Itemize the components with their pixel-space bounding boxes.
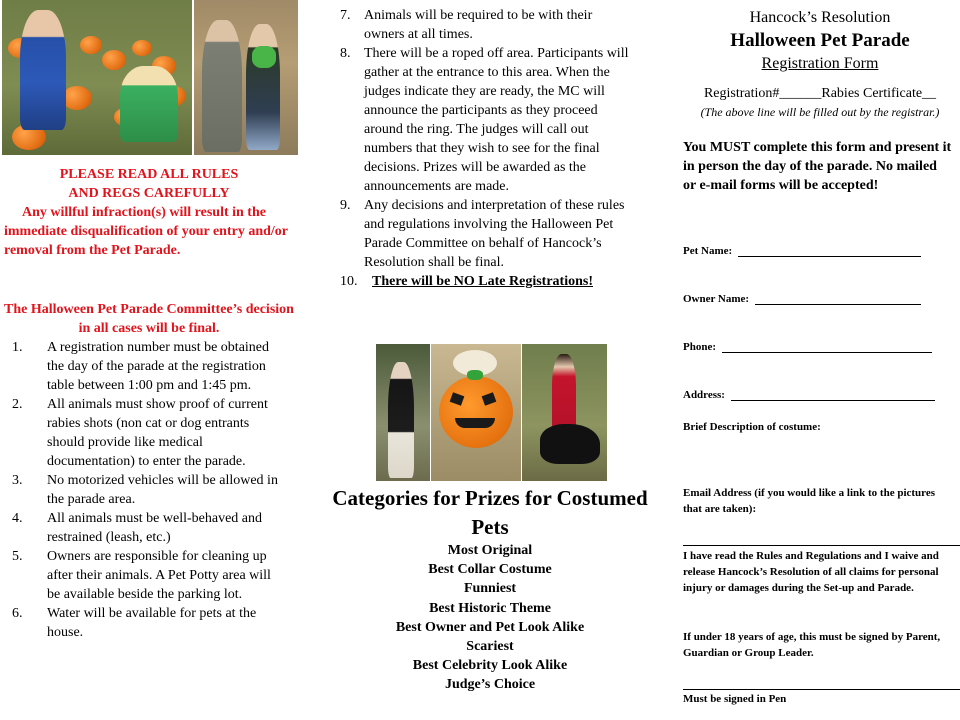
in-person-notice: You MUST complete this form and present it in person the day of the parade. No mailed or e-mail forms will be accepted! [683, 140, 952, 193]
owner-name-blank[interactable] [755, 294, 921, 305]
rules-list-1-6 [12, 338, 284, 642]
signature-line[interactable] [683, 689, 960, 690]
category-item: Best Celebrity Look Alike [412, 658, 568, 674]
email-blank-line[interactable] [683, 545, 960, 546]
categories-title: Categories for Prizes for Costumed Pets [332, 486, 648, 539]
form-subtitle: Registration Form [761, 55, 879, 72]
photo-children-costumes [194, 0, 298, 155]
owner-name-field[interactable] [683, 293, 921, 305]
waiver-statement: I have read the Rules and Regulations and I waive and release Hancock’s Resolution of all claims for personal injury or damages during the Set-up and Parade. [683, 550, 939, 594]
rule-item: 8. There will be a roped off area. Participants will gather at the entrance to this area. When the judges indicate they are ready, the MC will announce the participants as they proceed around the ring. The judges will call out numbers that they wish to see for the final decisions. Prizes will be awarded as the announcements are made. [340, 46, 629, 194]
address-label: Address: [683, 389, 725, 401]
category-item: Funniest [463, 581, 517, 597]
owner-name-label: Owner Name: [683, 293, 750, 305]
organization-name: Hancock’s Resolution [749, 9, 891, 26]
rule-item-late-registrations: 10. There will be NO Late Registrations! [340, 274, 593, 289]
photo-children-pumpkins [2, 0, 192, 155]
warning-text: Any willful infraction(s) will result in the immediate disqualification of your entry and/or removal from the Pet Parade. [4, 205, 288, 258]
categories-list [330, 541, 650, 695]
rules-list-7-10 [340, 6, 630, 291]
committee-notice: The Halloween Pet Parade Committee’s decision in all cases will be final. [4, 302, 294, 336]
category-item: Best Collar Costume [428, 562, 552, 578]
rule-item: 6. Water will be available for pets at the house. [12, 606, 257, 640]
pet-name-label: Pet Name: [683, 245, 733, 257]
phone-label: Phone: [683, 341, 716, 353]
warning-block [4, 165, 294, 260]
category-item: Judge’s Choice [444, 677, 536, 693]
form-title: Halloween Pet Parade [730, 30, 910, 51]
rule-item: 5. Owners are responsible for cleaning up after their animals. A Pet Potty area will be available beside the parking lot. [12, 549, 271, 602]
photo-dog-pumpkin-costume [431, 344, 521, 481]
address-field[interactable] [683, 389, 935, 401]
warning-heading-line1: PLEASE READ ALL RULES [59, 167, 239, 182]
form-header [680, 8, 960, 74]
costume-description-label: Brief Description of costume: [683, 421, 821, 433]
photo-woman-red-dress-black-dog [522, 344, 607, 481]
rule-item: 9. Any decisions and interpretation of these rules and regulations involving the Halloween Pet Parade Committee on behalf of Hancock’s Resolution shall be final. [340, 198, 625, 270]
rule-item: 2. All animals must show proof of current rabies shots (non cat or dog entrants should provide like medical documentation) to enter the parade. [12, 397, 268, 469]
phone-field[interactable] [683, 341, 932, 353]
email-label: Email Address (if you would like a link to the pictures that are taken): [683, 487, 936, 515]
category-item: Best Owner and Pet Look Alike [395, 619, 585, 635]
warning-heading-line2: AND REGS CAREFULLY [68, 186, 230, 201]
rule-item: 1. A registration number must be obtained the day of the parade at the registration table between 1:00 pm and 1:45 pm. [12, 340, 270, 393]
rule-item: 4. All animals must be well-behaved and restrained (leash, etc.) [12, 511, 262, 545]
rule-item: 7. Animals will be required to be with their owners at all times. [340, 8, 593, 42]
registration-number-line: Registration#______Rabies Certificate__ [703, 86, 937, 101]
registrar-note: (The above line will be filled out by the registrar.) [700, 105, 940, 119]
phone-blank[interactable] [722, 342, 932, 353]
signature-note: Must be signed in Pen [683, 693, 787, 705]
photo-woman-with-dog [376, 344, 430, 481]
minor-signature-note: If under 18 years of age, this must be signed by Parent, Guardian or Group Leader. [683, 631, 941, 659]
pet-name-field[interactable] [683, 245, 921, 257]
pet-name-blank[interactable] [738, 246, 921, 257]
category-item: Best Historic Theme [429, 600, 551, 616]
address-blank[interactable] [731, 390, 935, 401]
category-item: Scariest [466, 639, 514, 655]
rule-item: 3. No motorized vehicles will be allowed in the parade area. [12, 473, 278, 507]
category-item: Most Original [447, 543, 533, 558]
